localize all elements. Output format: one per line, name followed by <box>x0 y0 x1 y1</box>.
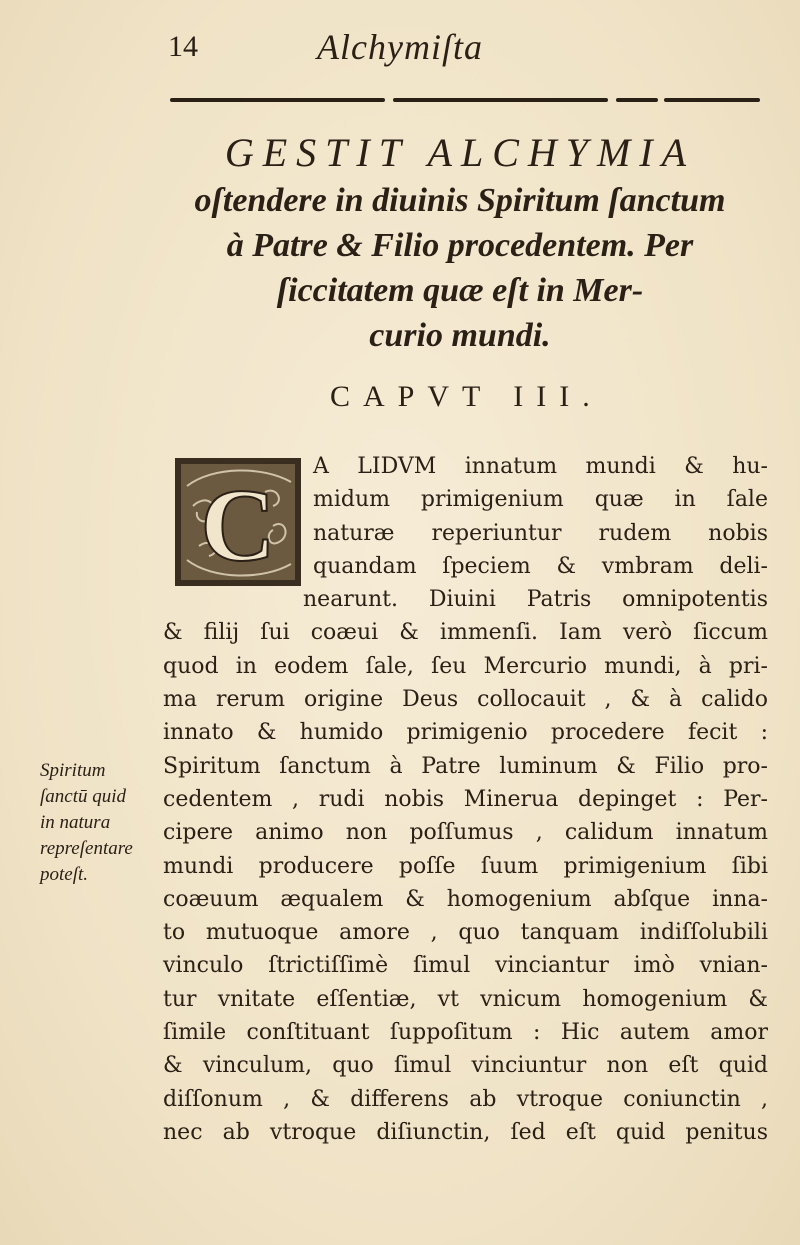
text-line: & filij ſui coæui & immenſi. Iam verò ſiccum <box>163 620 768 646</box>
text-line: quod in eodem ſale, ſeu Mercurio mundi, à pri- <box>163 653 768 679</box>
text-line: A LIDVM innatum mundi & hu- <box>313 454 768 479</box>
text-line: quandam ſpeciem & vmbram deli- <box>313 553 768 579</box>
text-line: tur vnitate eſſentiæ, vt vnicum homogenium & <box>163 986 768 1012</box>
text-line: vinculo ſtrictiſſimè ſimul vinciantur imò vnian- <box>163 953 768 979</box>
heading-line: oſtendere in diuinis Spiritum ſanctum <box>194 182 726 219</box>
margin-note <box>40 758 170 888</box>
text-line: & vinculum, quo ſimul vinciuntur non eſt quid <box>163 1053 768 1079</box>
text-line: coæuum æqualem & homogenium abſque inna- <box>163 886 768 912</box>
page-header <box>0 22 800 72</box>
chapter-title: CAPVT III. <box>330 380 603 413</box>
heading-line: ſiccitatem quæ eſt in Mer- <box>276 272 644 309</box>
heading-line-1: GESTIT ALCHYMIA <box>224 130 696 175</box>
margin-note-line: poteſt. <box>40 864 89 885</box>
text-line: nec ab vtroque diſiunctin, ſed eſt quid penitus <box>163 1119 768 1145</box>
heading-line: à Patre & Filio procedentem. Per <box>226 227 694 264</box>
text-line: midum primigenium quæ in ſale <box>313 487 768 513</box>
chapter-heading <box>140 128 780 358</box>
margin-note-line: Spiritum <box>40 760 106 781</box>
text-line: diſſonum , & differens ab vtroque coniunctin , <box>163 1086 768 1112</box>
margin-note-line: ſanctū quid <box>40 786 127 807</box>
text-line: cedentem , rudi nobis Minerua depinget : Per- <box>163 786 768 812</box>
text-line: ma rerum origine Deus collocauit , & à calido <box>163 687 768 713</box>
text-line: ſimile conſtituant ſuppoſitum : Hic autem amor <box>163 1020 768 1046</box>
text-line: cipere animo non poſſumus , calidum innatum <box>163 820 768 846</box>
running-title: Alchymiſta <box>317 27 483 67</box>
text-line: naturæ reperiuntur rudem nobis <box>313 520 768 546</box>
text-line: Spiritum ſanctum à Patre luminum & Filio pro- <box>163 753 768 779</box>
decorative-rule <box>170 97 760 103</box>
text-line: to mutuoque amore , quo tanquam indiſſolubili <box>163 920 768 946</box>
margin-note-line: in natura <box>40 812 111 833</box>
heading-line: curio mundi. <box>369 317 551 354</box>
text-line: innato & humido primigenio procedere fecit : <box>163 720 768 746</box>
page-number: 14 <box>168 30 198 63</box>
text-line: mundi producere poſſe ſuum primigenium ſibi <box>163 853 768 879</box>
initial-letter: C <box>200 468 276 583</box>
body-text <box>163 450 768 1149</box>
margin-note-line: repreſentare <box>40 838 133 859</box>
text-line: nearunt. Diuini Patris omnipotentis <box>303 587 768 613</box>
